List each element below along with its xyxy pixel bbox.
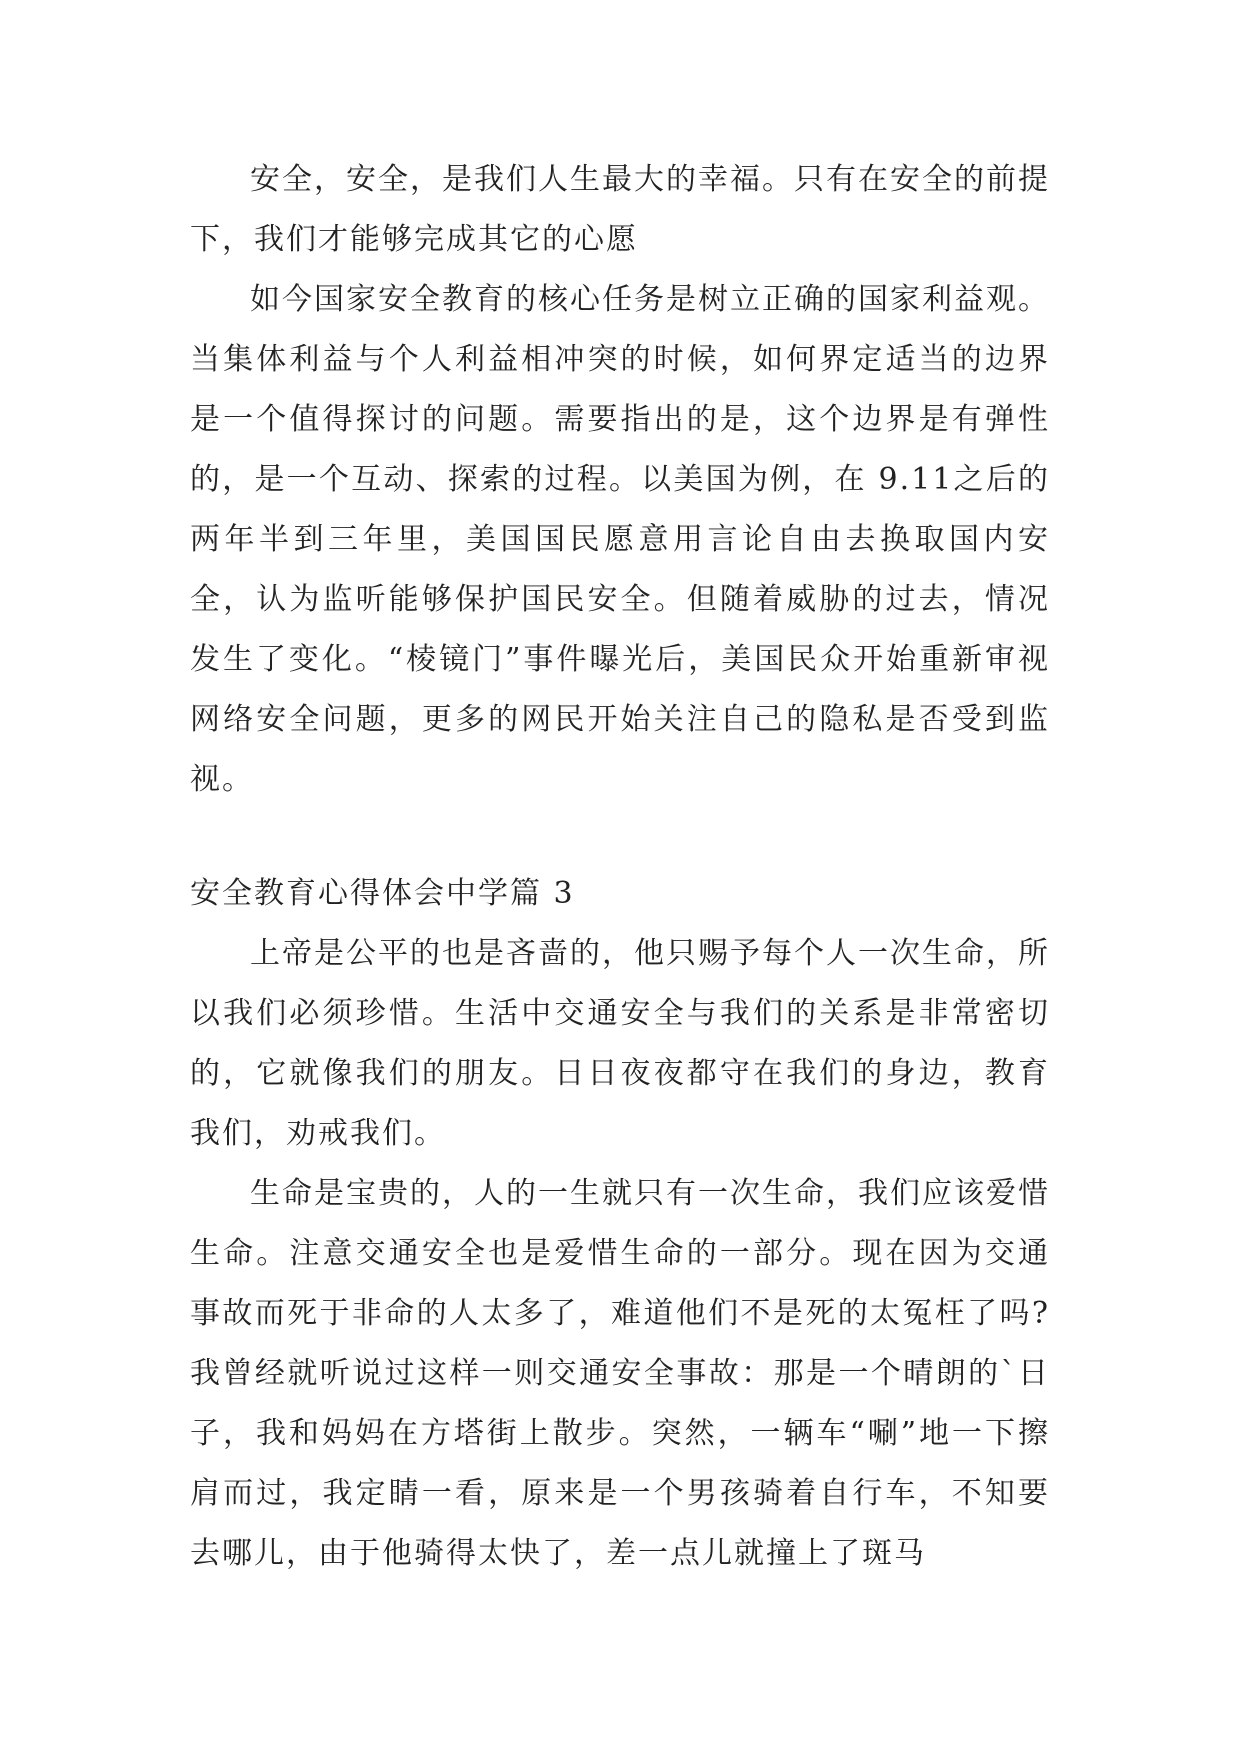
section-heading: 安全教育心得体会中学篇 3: [190, 876, 575, 911]
document-body: [190, 150, 1050, 1584]
paragraph-safety-happiness: 安全，安全，是我们人生最大的幸福。只有在安全的前提下，我们才能够完成其它的心愿: [190, 162, 1050, 257]
paragraph-national-security: 如今国家安全教育的核心任务是树立正确的国家利益观。当集体利益与个人利益相冲突的时候，如何界定适当的边界是一个值得探讨的问题。需要指出的是，这个边界是有弹性的，是一个互动、探索的过程。以美国为例，在 9.11之后的两年半到三年里，美国国民愿意用言论自由去换取国内安全，认为监听能够保护国民安全。但随着威胁的过去，情况发生了变化。“棱镜门”事件曝光后，美国民众开始重新审视网络安全问题，更多的网民开始关注自己的隐私是否受到监视。: [190, 282, 1050, 797]
paragraph-traffic-safety-friend: 上帝是公平的也是吝啬的，他只赐予每个人一次生命，所以我们必须珍惜。生活中交通安全与我们的关系是非常密切的，它就像我们的朋友。日日夜夜都守在我们的身边，教育我们，劝戒我们。: [190, 936, 1050, 1151]
paragraph-cherish-life: 生命是宝贵的，人的一生就只有一次生命，我们应该爱惜生命。注意交通安全也是爱惜生命的一部分。现在因为交通事故而死于非命的人太多了，难道他们不是死的太冤枉了吗?我曾经就听说过这样一则交通安全事故：那是一个晴朗的`日子，我和妈妈在方塔街上散步。突然，一辆车“唰”地一下擦肩而过，我定睛一看，原来是一个男孩骑着自行车，不知要去哪儿，由于他骑得太快了，差一点儿就撞上了斑马: [190, 1176, 1050, 1571]
